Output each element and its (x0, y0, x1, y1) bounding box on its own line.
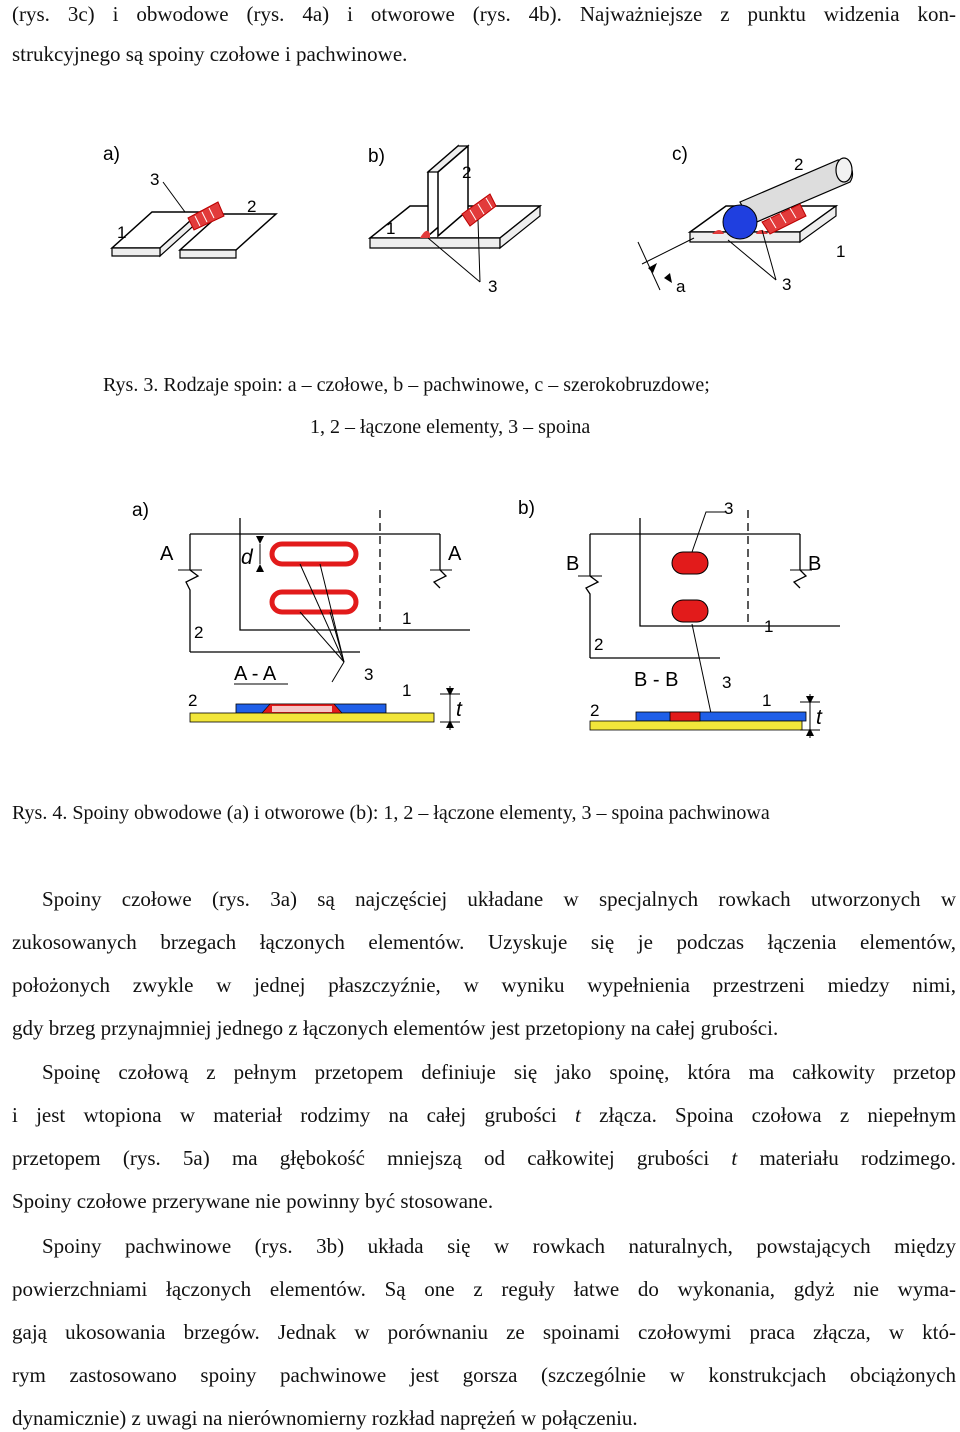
fig4a-num2: 2 (194, 623, 204, 642)
fig3-b-num2: 2 (462, 163, 472, 182)
p3-line-2: powierzchniami łączonych elementów. Są one z reguły łatwe do wykonania, gdyż nie wyma- (12, 1277, 956, 1301)
fig3-b-num1: 1 (386, 219, 396, 238)
fig3-a-num2: 2 (247, 197, 257, 216)
p1-line-3: położonych zwykle w jednej płaszczyźnie, w wyniku wypełnienia przestrzeni miedzy nimi, (12, 973, 956, 997)
fig4b-num1-section: 1 (762, 691, 772, 710)
fig3-panel-b (368, 146, 540, 296)
fig4-panel-b (518, 498, 840, 738)
fig4a-num3: 3 (364, 665, 374, 684)
p1-line-2: zukosowanych brzegach łączonych elementów. Uzyskuje się je podczas łączenia elementów, (12, 930, 956, 954)
p3-line-4: rym zastosowano spoiny pachwinowe jest gorsza (szczególnie w konstrukcjach obciążonych (12, 1363, 956, 1387)
fig3-c-num2: 2 (794, 155, 804, 174)
p2-line-3 (12, 1144, 956, 1172)
fig4b-dim-t: t (816, 706, 822, 729)
fig3-label-a: a) (103, 144, 120, 165)
fig4b-plug-weld-2 (672, 600, 708, 622)
fig3-panel-a (103, 144, 276, 258)
fig4a-label-A-right: A (448, 543, 462, 565)
fig4b-num2: 2 (594, 635, 604, 654)
p2-line-2-symbol-t: t (575, 1103, 581, 1127)
p2-line-3-part-a: przetopem (rys. 5a) ma głębokość mniejszą od całkowitej grubości (12, 1146, 710, 1170)
fig4-panel-a (132, 500, 470, 730)
fig4a-dim-t: t (456, 698, 462, 721)
fig3-b-num3: 3 (488, 277, 498, 296)
fig4b-num3-top: 3 (724, 499, 734, 518)
fig3-label-b: b) (368, 146, 385, 167)
fig4b-plug-weld-1 (672, 552, 708, 574)
p2-line-4: Spoiny czołowe przerywane nie powinny być stosowane. (12, 1189, 494, 1213)
p3-line-5: dynamicznie) z uwagi na nierównomierny rozkład naprężeń w połączeniu. (12, 1406, 638, 1430)
fig3-caption-line-1: Rys. 3. Rodzaje spoin: a – czołowe, b – pachwinowe, c – szerokobruzdowe; (103, 374, 710, 396)
fig4b-num3: 3 (722, 673, 732, 692)
p3-line-3: gają ukosowania brzegów. Jednak w porównaniu ze spoinami czołowymi praca złącza, w któ- (12, 1320, 956, 1344)
fig3-a-num1: 1 (117, 223, 127, 242)
fig4a-label-A-left: A (160, 543, 174, 565)
fig4a-dim-d: d (241, 546, 253, 569)
fig3-c-num1: 1 (836, 242, 846, 261)
p2-line-3-symbol-t: t (731, 1146, 738, 1170)
p2-line-1: Spoinę czołową z pełnym przetopem definiuje się jako spoinę, która ma całkowity przetop (42, 1060, 956, 1084)
fig3-a-num3: 3 (150, 170, 160, 189)
p1-line-1: Spoiny czołowe (rys. 3a) są najczęściej układane w specjalnych rowkach utworzonych w (42, 887, 956, 911)
fig4a-section-label: A - A (234, 663, 277, 685)
fig4a-num1: 1 (402, 609, 412, 628)
fig4b-num1: 1 (764, 617, 774, 636)
intro-line-2: strukcyjnego są spoiny czołowe i pachwinowe. (12, 42, 408, 66)
fig3-c-dim-a: a (676, 277, 686, 296)
p2-line-3-part-b: materiału rodzimego. (759, 1146, 957, 1170)
p2-line-2-part-b: złącza. Spoina czołowa z niepełnym (599, 1103, 957, 1127)
fig3-panel-c (638, 144, 853, 296)
fig3-label-c: c) (672, 144, 688, 165)
fig4b-num2-section: 2 (590, 701, 600, 720)
p2-line-2-part-a: i jest wtopiona w materiał rodzimy na całej grubości (12, 1103, 557, 1127)
fig4-caption: Rys. 4. Spoiny obwodowe (a) i otworowe (b): 1, 2 – łączone elementy, 3 – spoina pachwinowa (12, 802, 770, 824)
fig4a-num1-section: 1 (402, 681, 412, 700)
fig4-label-a: a) (132, 500, 149, 521)
fig4b-label-B-right: B (808, 553, 822, 575)
p2-line-2 (12, 1101, 956, 1129)
figure-4-weld-types (0, 490, 960, 750)
fig4b-section-label: B - B (634, 669, 679, 691)
figure-3-weld-types (0, 130, 960, 365)
fig3-c-num3: 3 (782, 275, 792, 294)
fig4a-num2-section: 2 (188, 691, 198, 710)
fig4-label-b: b) (518, 498, 535, 519)
fig4a-weld-slot-1 (272, 544, 356, 564)
p3-line-1: Spoiny pachwinowe (rys. 3b) układa się w rowkach naturalnych, powstających między (42, 1234, 956, 1258)
fig3-caption-line-2: 1, 2 – łączone elementy, 3 – spoina (310, 416, 591, 438)
fig3-cross-section (723, 205, 757, 239)
intro-line-1: (rys. 3c) i obwodowe (rys. 4a) i otworowe (rys. 4b). Najważniejsze z punktu widzenia kon- (12, 2, 956, 26)
fig4b-label-B-left: B (566, 553, 580, 575)
p1-line-4: gdy brzeg przynajmniej jednego z łączonych elementów jest przetopiony na całej grubości. (12, 1016, 779, 1040)
